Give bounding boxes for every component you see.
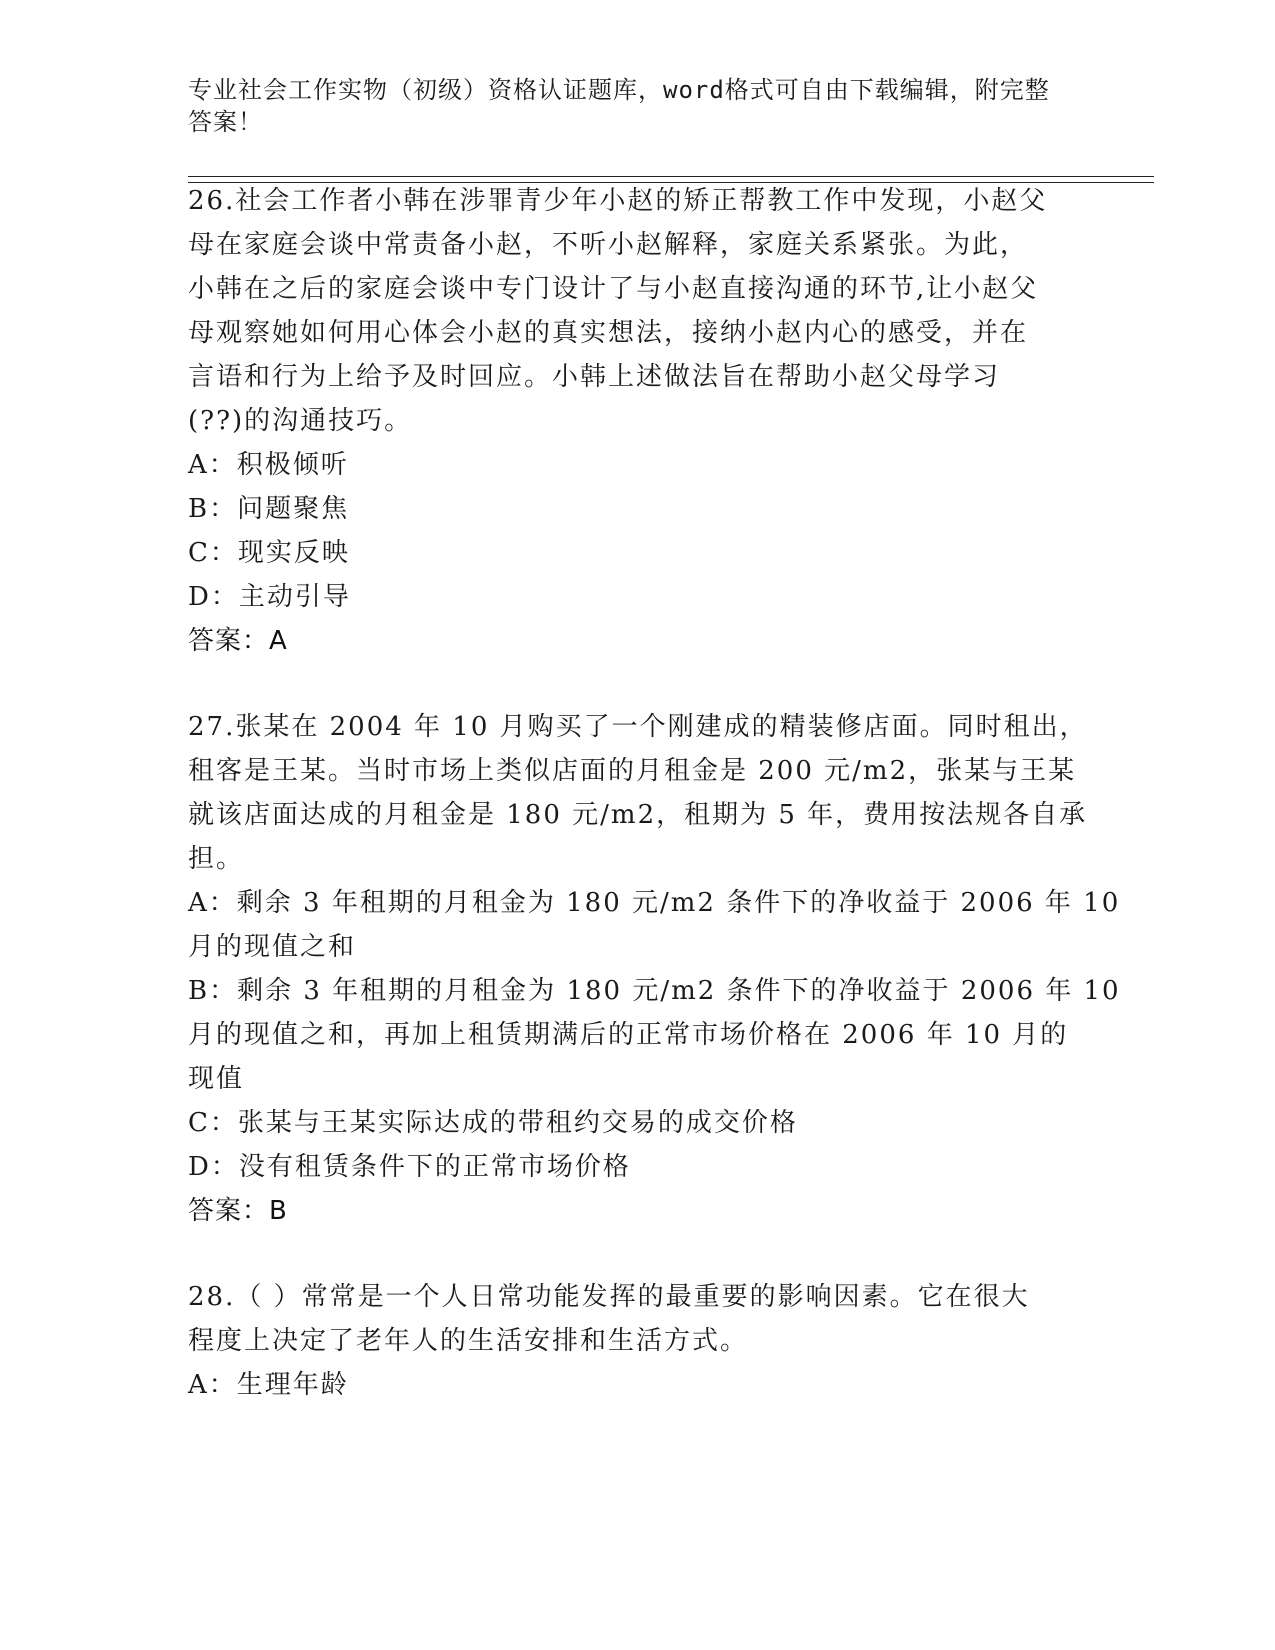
question-26-answer: 答案：A xyxy=(188,626,288,656)
question-27-option-a: A：剩余 3 年租期的月租金为 180 元/m2 条件下的净收益于 2006 年 10 xyxy=(188,888,1121,918)
question-27-stem-line: 27.张某在 2004 年 10 月购买了一个刚建成的精装修店面。同时租出， xyxy=(188,712,1088,742)
page-header-title: 专业社会工作实物（初级）资格认证题库，word格式可自由下载编辑，附完整答案！ xyxy=(188,76,1050,136)
question-28-stem-line: 28.（ ）常常是一个人日常功能发挥的最重要的影响因素。它在很大 xyxy=(188,1282,1030,1312)
question-27-option-d: D：没有租赁条件下的正常市场价格 xyxy=(188,1152,631,1182)
question-26-stem-line: 小韩在之后的家庭会谈中专门设计了与小赵直接沟通的环节,让小赵父 xyxy=(188,274,1039,304)
question-28-option-a: A：生理年龄 xyxy=(188,1370,349,1400)
header-divider-top xyxy=(188,176,1154,177)
question-26-option-c: C：现实反映 xyxy=(188,538,350,568)
question-26-stem-line: 26.社会工作者小韩在涉罪青少年小赵的矫正帮教工作中发现，小赵父 xyxy=(188,186,1048,216)
question-27-option-b-continued: 现值 xyxy=(188,1064,245,1094)
question-27-option-b-continued: 月的现值之和，再加上租赁期满后的正常市场价格在 2006 年 10 月的 xyxy=(188,1020,1069,1050)
question-28-stem-line: 程度上决定了老年人的生活安排和生活方式。 xyxy=(188,1326,749,1356)
question-27-stem-line: 担。 xyxy=(188,844,245,874)
question-27-answer: 答案：B xyxy=(188,1196,288,1226)
question-26-stem-line: (??)的沟通技巧。 xyxy=(188,406,413,436)
question-26-stem-line: 母观察她如何用心体会小赵的真实想法，接纳小赵内心的感受，并在 xyxy=(188,318,1029,348)
question-27-option-a-continued: 月的现值之和 xyxy=(188,932,357,962)
question-27-stem-line: 租客是王某。当时市场上类似店面的月租金是 200 元/m2，张某与王某 xyxy=(188,756,1077,786)
question-26-option-a: A：积极倾听 xyxy=(188,450,349,480)
question-26-stem-line: 母在家庭会谈中常责备小赵，不听小赵解释，家庭关系紧张。为此， xyxy=(188,230,1029,260)
question-27-option-b: B：剩余 3 年租期的月租金为 180 元/m2 条件下的净收益于 2006 年 10 xyxy=(188,976,1121,1006)
question-26-option-b: B：问题聚焦 xyxy=(188,494,350,524)
question-27-stem-line: 就该店面达成的月租金是 180 元/m2，租期为 5 年，费用按法规各自承 xyxy=(188,800,1088,830)
header-divider-bottom xyxy=(188,182,1154,183)
question-27-option-c: C：张某与王某实际达成的带租约交易的成交价格 xyxy=(188,1108,798,1138)
question-26-stem-line: 言语和行为上给予及时回应。小韩上述做法旨在帮助小赵父母学习 xyxy=(188,362,1001,392)
question-26-option-d: D：主动引导 xyxy=(188,582,351,612)
